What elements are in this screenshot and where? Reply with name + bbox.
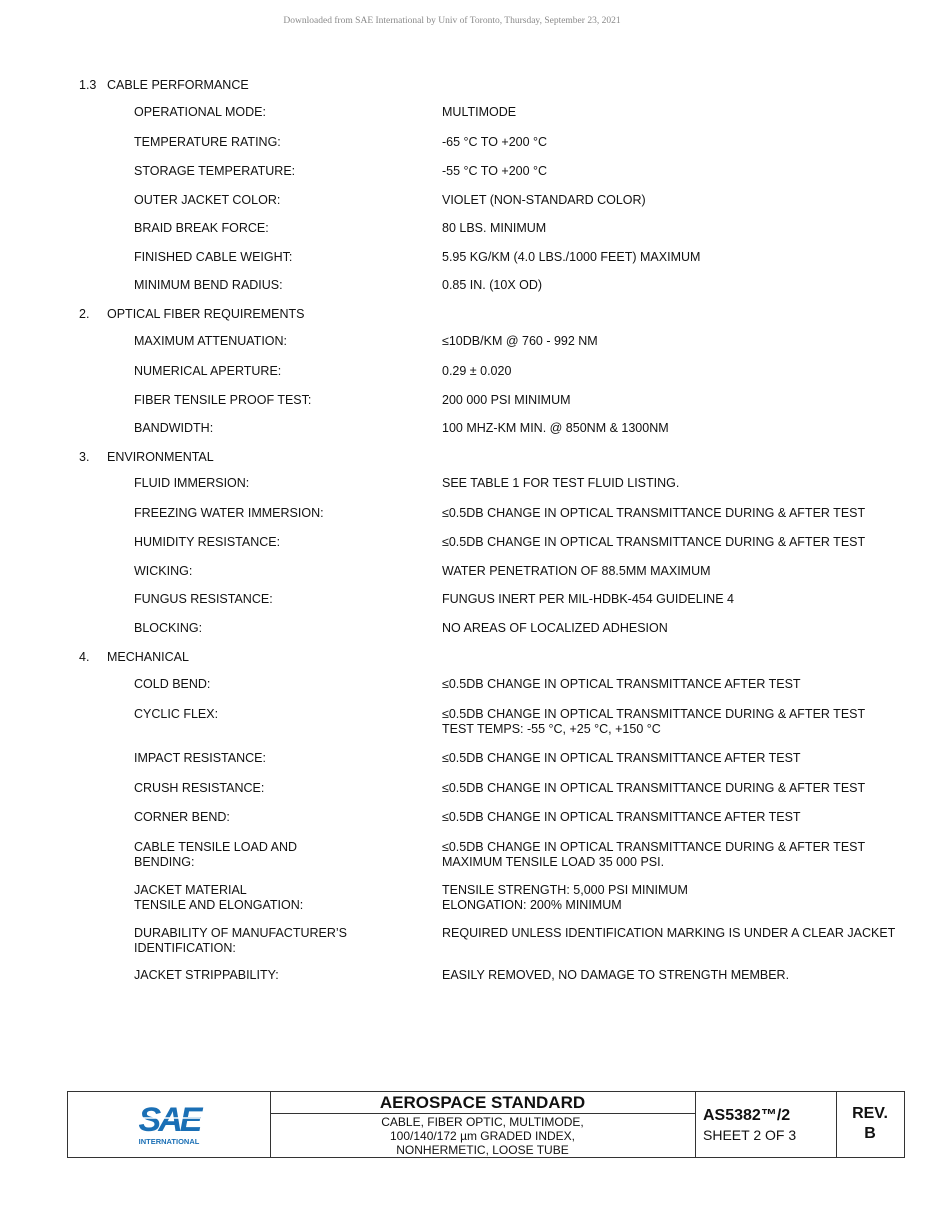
spec-label: BRAID BREAK FORCE: <box>134 221 269 235</box>
sae-logo-cell <box>68 1092 271 1157</box>
section-title: ENVIRONMENTAL <box>107 450 214 464</box>
spec-value <box>442 883 688 912</box>
spec-value: -65 °C TO +200 °C <box>442 135 548 149</box>
spec-value: ≤0.5DB CHANGE IN OPTICAL TRANSMITTANCE DURING & AFTER TEST <box>442 535 866 549</box>
section-title: MECHANICAL <box>107 650 189 664</box>
spec-label: WICKING: <box>134 564 193 578</box>
spec-value: 100 MHZ-KM MIN. @ 850NM & 1300NM <box>442 421 669 435</box>
sae-logo-mark: SAE <box>138 1101 200 1139</box>
description-line: NONHERMETIC, LOOSE TUBE <box>396 1143 569 1157</box>
download-note: Downloaded from SAE International by Univ of Toronto, Thursday, September 23, 2021 <box>283 16 621 26</box>
spec-value: 80 LBS. MINIMUM <box>442 221 547 235</box>
spec-label: IMPACT RESISTANCE: <box>134 751 266 765</box>
revision-cell <box>836 1092 904 1157</box>
revision-label: REV. <box>852 1105 888 1122</box>
spec-label: HUMIDITY RESISTANCE: <box>134 535 281 549</box>
spec-value <box>442 707 865 736</box>
spec-label: NUMERICAL APERTURE: <box>134 364 282 378</box>
spec-value-line: ≤0.5DB CHANGE IN OPTICAL TRANSMITTANCE DURING & AFTER TEST <box>442 707 866 721</box>
spec-label: CYCLIC FLEX: <box>134 707 219 721</box>
spec-label: CORNER BEND: <box>134 810 230 824</box>
spec-value: SEE TABLE 1 FOR TEST FLUID LISTING. <box>442 476 680 490</box>
spec-label: MAXIMUM ATTENUATION: <box>134 334 288 348</box>
spec-label <box>134 883 303 912</box>
title-cell <box>270 1092 696 1157</box>
spec-value: WATER PENETRATION OF 88.5MM MAXIMUM <box>442 564 711 578</box>
standard-number: AS5382™/2 <box>703 1107 791 1124</box>
spec-label-line: TENSILE AND ELONGATION: <box>134 897 304 912</box>
spec-label: FLUID IMMERSION: <box>134 476 250 490</box>
spec-value: ≤0.5DB CHANGE IN OPTICAL TRANSMITTANCE DURING & AFTER TEST <box>442 506 866 520</box>
spec-label: FINISHED CABLE WEIGHT: <box>134 250 293 264</box>
spec-label: CRUSH RESISTANCE: <box>134 781 265 795</box>
spec-value: ≤0.5DB CHANGE IN OPTICAL TRANSMITTANCE AFTER TEST <box>442 751 801 765</box>
spec-label: FUNGUS RESISTANCE: <box>134 592 273 606</box>
spec-label: BANDWIDTH: <box>134 421 214 435</box>
section-number: 4. <box>79 650 90 664</box>
spec-label: FIBER TENSILE PROOF TEST: <box>134 393 312 407</box>
spec-label: STORAGE TEMPERATURE: <box>134 164 296 178</box>
section-number: 3. <box>79 450 90 464</box>
spec-label-line: JACKET MATERIAL <box>134 883 247 897</box>
spec-label-line: CABLE TENSILE LOAD AND <box>134 840 298 854</box>
spec-label: OPERATIONAL MODE: <box>134 105 266 119</box>
spec-label <box>134 840 297 869</box>
section-number: 2. <box>79 307 90 321</box>
section-number: 1.3 <box>79 78 97 92</box>
spec-value: NO AREAS OF LOCALIZED ADHESION <box>442 621 668 635</box>
spec-label: BLOCKING: <box>134 621 203 635</box>
spec-value-line: ≤0.5DB CHANGE IN OPTICAL TRANSMITTANCE DURING & AFTER TEST <box>442 840 866 854</box>
spec-value: MULTIMODE <box>442 105 517 119</box>
spec-label: MINIMUM BEND RADIUS: <box>134 278 283 292</box>
section-title: CABLE PERFORMANCE <box>107 78 249 92</box>
spec-label-line: BENDING: <box>134 854 195 869</box>
spec-value: ≤0.5DB CHANGE IN OPTICAL TRANSMITTANCE AFTER TEST <box>442 810 801 824</box>
spec-label: JACKET STRIPPABILITY: <box>134 968 279 982</box>
spec-label-line: DURABILITY OF MANUFACTURER’S <box>134 926 347 940</box>
title-block <box>67 1091 905 1158</box>
spec-label: OUTER JACKET COLOR: <box>134 193 281 207</box>
description-line: CABLE, FIBER OPTIC, MULTIMODE, <box>381 1115 584 1129</box>
sheet-number: SHEET 2 OF 3 <box>703 1127 797 1143</box>
sae-logo-subtext: INTERNATIONAL <box>138 1137 200 1146</box>
standard-description <box>270 1114 695 1157</box>
description-line: 100/140/172 µm GRADED INDEX, <box>390 1129 575 1143</box>
revision-value: B <box>864 1125 876 1142</box>
spec-value: ≤0.5DB CHANGE IN OPTICAL TRANSMITTANCE DURING & AFTER TEST <box>442 781 866 795</box>
spec-value: REQUIRED UNLESS IDENTIFICATION MARKING IS UNDER A CLEAR JACKET <box>442 926 896 940</box>
section-title: OPTICAL FIBER REQUIREMENTS <box>107 307 305 321</box>
spec-label <box>134 926 347 955</box>
spec-value: 200 000 PSI MINIMUM <box>442 393 571 407</box>
spec-label-line: IDENTIFICATION: <box>134 940 236 955</box>
spec-value: 5.95 KG/KM (4.0 LBS./1000 FEET) MAXIMUM <box>442 250 701 264</box>
spec-value: FUNGUS INERT PER MIL-HDBK-454 GUIDELINE 4 <box>442 592 734 606</box>
spec-label: COLD BEND: <box>134 677 211 691</box>
spec-value: 0.29 ± 0.020 <box>442 364 512 378</box>
spec-label: TEMPERATURE RATING: <box>134 135 281 149</box>
spec-value: ≤10DB/KM @ 760 - 992 NM <box>442 334 598 348</box>
spec-label: FREEZING WATER IMMERSION: <box>134 506 324 520</box>
spec-value: -55 °C TO +200 °C <box>442 164 548 178</box>
spec-value: ≤0.5DB CHANGE IN OPTICAL TRANSMITTANCE AFTER TEST <box>442 677 801 691</box>
spec-value-line: ELONGATION: 200% MINIMUM <box>442 897 622 912</box>
spec-value-line: TEST TEMPS: -55 °C, +25 °C, +150 °C <box>442 721 661 736</box>
standard-title: AEROSPACE STANDARD <box>270 1092 695 1114</box>
spec-value: EASILY REMOVED, NO DAMAGE TO STRENGTH MEMBER. <box>442 968 790 982</box>
spec-value: VIOLET (NON-STANDARD COLOR) <box>442 193 646 207</box>
spec-value: 0.85 IN. (10X OD) <box>442 278 543 292</box>
sae-logo-icon <box>68 1092 270 1157</box>
standard-number-cell <box>695 1092 837 1157</box>
spec-value <box>442 840 865 869</box>
spec-value-line: MAXIMUM TENSILE LOAD 35 000 PSI. <box>442 854 665 869</box>
spec-value-line: TENSILE STRENGTH: 5,000 PSI MINIMUM <box>442 883 688 897</box>
